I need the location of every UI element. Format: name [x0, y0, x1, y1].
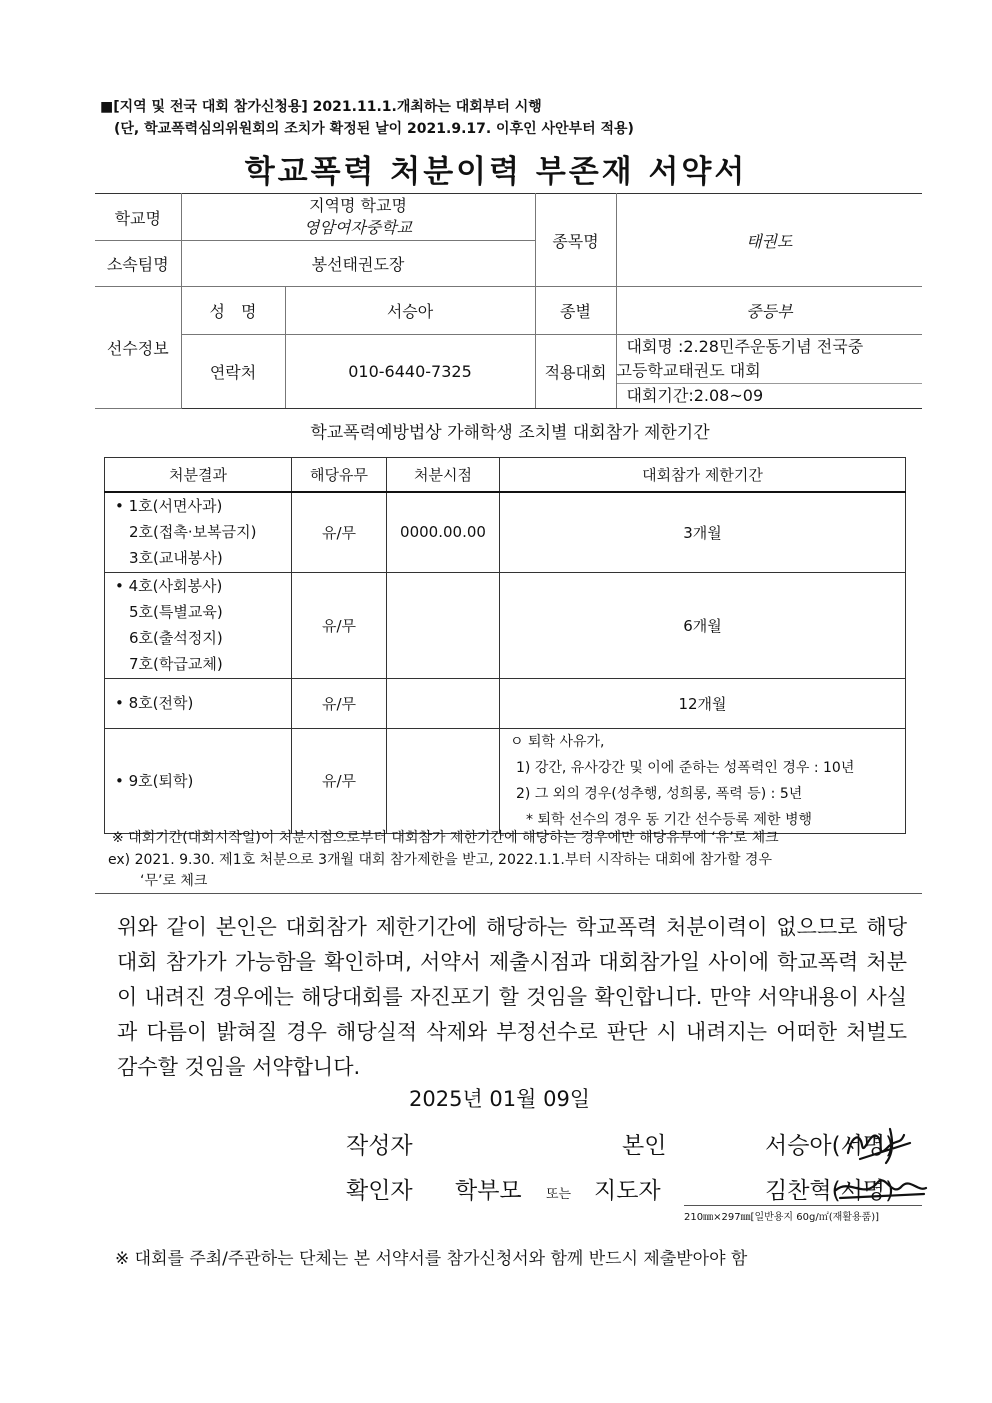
header-period: 대회참가 제한기간 — [500, 458, 906, 493]
table-row — [105, 572, 906, 678]
contact-value: 010-6440-7325 — [285, 335, 535, 409]
measure-item: 2호(접촉·보복금지) — [129, 523, 257, 542]
footnote-line-2: ex) 2021. 9.30. 제1호 처분으로 3개월 대회 참가제한을 받고, 2022.1.1.부터 시작하는 대회에 참가할 경우 — [108, 852, 772, 868]
school-cell — [181, 194, 535, 241]
handwritten-signature-1 — [830, 1115, 920, 1170]
category-value: 중등부 — [616, 287, 922, 335]
sport-label: 종목명 — [535, 194, 616, 287]
table-row — [105, 492, 906, 572]
date-cell — [387, 678, 500, 728]
measure-cell — [105, 492, 292, 572]
header-result: 처분결과 — [105, 458, 292, 493]
or-label: 또는 — [546, 1187, 572, 1202]
contact-label: 연락처 — [181, 335, 285, 409]
measure-cell — [105, 572, 292, 678]
notice — [100, 96, 634, 140]
notice-line-2: (단, 학교폭력심의위원회의 조치가 확정된 날이 2021.9.17. 이후인 사안부터 적용) — [114, 121, 634, 137]
measure-cell: • 9호(퇴학) — [105, 728, 292, 833]
sport-value: 태권도 — [616, 194, 922, 287]
event-detail — [616, 335, 922, 409]
school-label: 학교명 — [95, 194, 181, 241]
coach-label: 지도자 — [594, 1178, 661, 1204]
team-label: 소속팀명 — [95, 241, 181, 287]
paper-spec: 210㎜×297㎜[일반용지 60g/㎡(재활용품)] — [684, 1212, 880, 1223]
parent-label: 학부모 — [455, 1178, 522, 1204]
school-hint: 지역명 학교명 — [309, 196, 407, 215]
period-cell — [500, 728, 906, 833]
handwritten-signature-2 — [830, 1168, 930, 1208]
header-applicable: 해당유무 — [292, 458, 387, 493]
applicant-info-table — [95, 193, 922, 409]
measure-item: 7호(학급교체) — [129, 655, 223, 673]
footnote-line-3: ‘무’로 체크 — [140, 873, 208, 889]
writer-label: 작성자 — [346, 1133, 413, 1159]
category-label: 종별 — [535, 287, 616, 335]
status-cell: 유/무 — [292, 728, 387, 833]
divider — [95, 893, 922, 894]
date-cell — [387, 572, 500, 678]
name-label: 성 명 — [181, 287, 285, 335]
measure-item: 3호(교내봉사) — [129, 549, 223, 568]
measure-item: • 4호(사회봉사) — [115, 577, 223, 595]
measure-item: 5호(특별교육) — [129, 603, 223, 621]
event-period: 대회기간:2.08~09 — [617, 383, 923, 408]
player-info-label: 선수정보 — [95, 287, 181, 409]
confirmer-signature-value: 김찬혁(서명) — [765, 1178, 895, 1204]
sign-date: 2025년 01월 09일 — [409, 1087, 591, 1111]
confirmer-label: 확인자 — [346, 1178, 413, 1204]
measure-item: • 1호(서면사과) — [115, 497, 223, 516]
notice-line-1: ■[지역 및 전국 대회 참가신청용] 2021.11.1.개최하는 대회부터 시행 — [100, 99, 542, 115]
event-name-line-1: 대회명 :2.28민주운동기념 전국중 — [626, 337, 864, 356]
date-cell — [387, 728, 500, 833]
pledge-text: 위와 같이 본인은 대회참가 제한기간에 해당하는 학교폭력 처분이력이 없으므로 해당 대회 참가가 가능함을 확인하며, 서약서 제출시점과 대회참가일 사이에 학교폭력 처분이 내려진 경우에는 해당대회를 자진포기 할 것임을 확인합니다. 만약 서약내용이 사실과 다름이 밝혀질 경우 해당실적 삭제와 부정선수로 판단 시 내려지는 어떠한 처벌도 감수할 것임을 서약합니다. — [117, 915, 907, 1079]
writer-signature-value: 서승아(서명) — [765, 1133, 895, 1159]
measure-item: 6호(출석정지) — [129, 629, 223, 647]
period-line: ㅇ 퇴학 사유가, — [510, 733, 605, 750]
header-date: 처분시점 — [387, 458, 500, 493]
limit-section-title: 학교폭력예방법상 가해학생 조치별 대회참가 제한기간 — [310, 423, 710, 443]
school-value: 영암여자중학교 — [303, 218, 413, 237]
status-cell: 유/무 — [292, 678, 387, 728]
event-name-line-2: 고등학교태권도 대회 — [616, 361, 761, 380]
period-cell: 12개월 — [500, 678, 906, 728]
final-note: ※ 대회를 주최/주관하는 단체는 본 서약서를 참가신청서와 함께 반드시 제출받아야 함 — [115, 1249, 748, 1269]
page-title: 학교폭력 처분이력 부존재 서약서 — [244, 154, 748, 190]
status-cell: 유/무 — [292, 492, 387, 572]
team-value: 봉선태권도장 — [181, 241, 535, 287]
self-label: 본인 — [622, 1133, 667, 1159]
event-label: 적용대회 — [535, 335, 616, 409]
period-cell: 3개월 — [500, 492, 906, 572]
paper-divider — [684, 1205, 922, 1206]
name-value: 서승아 — [285, 287, 535, 335]
period-line: * 퇴학 선수의 경우 동 기간 선수등록 제한 병행 — [526, 811, 813, 828]
period-line: 1) 강간, 유사강간 및 이에 준하는 성폭력인 경우 : 10년 — [516, 759, 855, 776]
table-row — [105, 678, 906, 728]
period-cell: 6개월 — [500, 572, 906, 678]
footnote-line-1: ※ 대회기간(대회시작일)이 처분시점으로부터 대회참가 제한기간에 해당하는 경우에만 해당유무에 ‘유’로 체크 — [112, 830, 779, 846]
period-line: 2) 그 외의 경우(성추행, 성희롱, 폭력 등) : 5년 — [516, 785, 803, 802]
restriction-table — [104, 457, 906, 834]
date-cell: 0000.00.00 — [387, 492, 500, 572]
table-row — [105, 728, 906, 833]
status-cell: 유/무 — [292, 572, 387, 678]
measure-cell: • 8호(전학) — [105, 678, 292, 728]
